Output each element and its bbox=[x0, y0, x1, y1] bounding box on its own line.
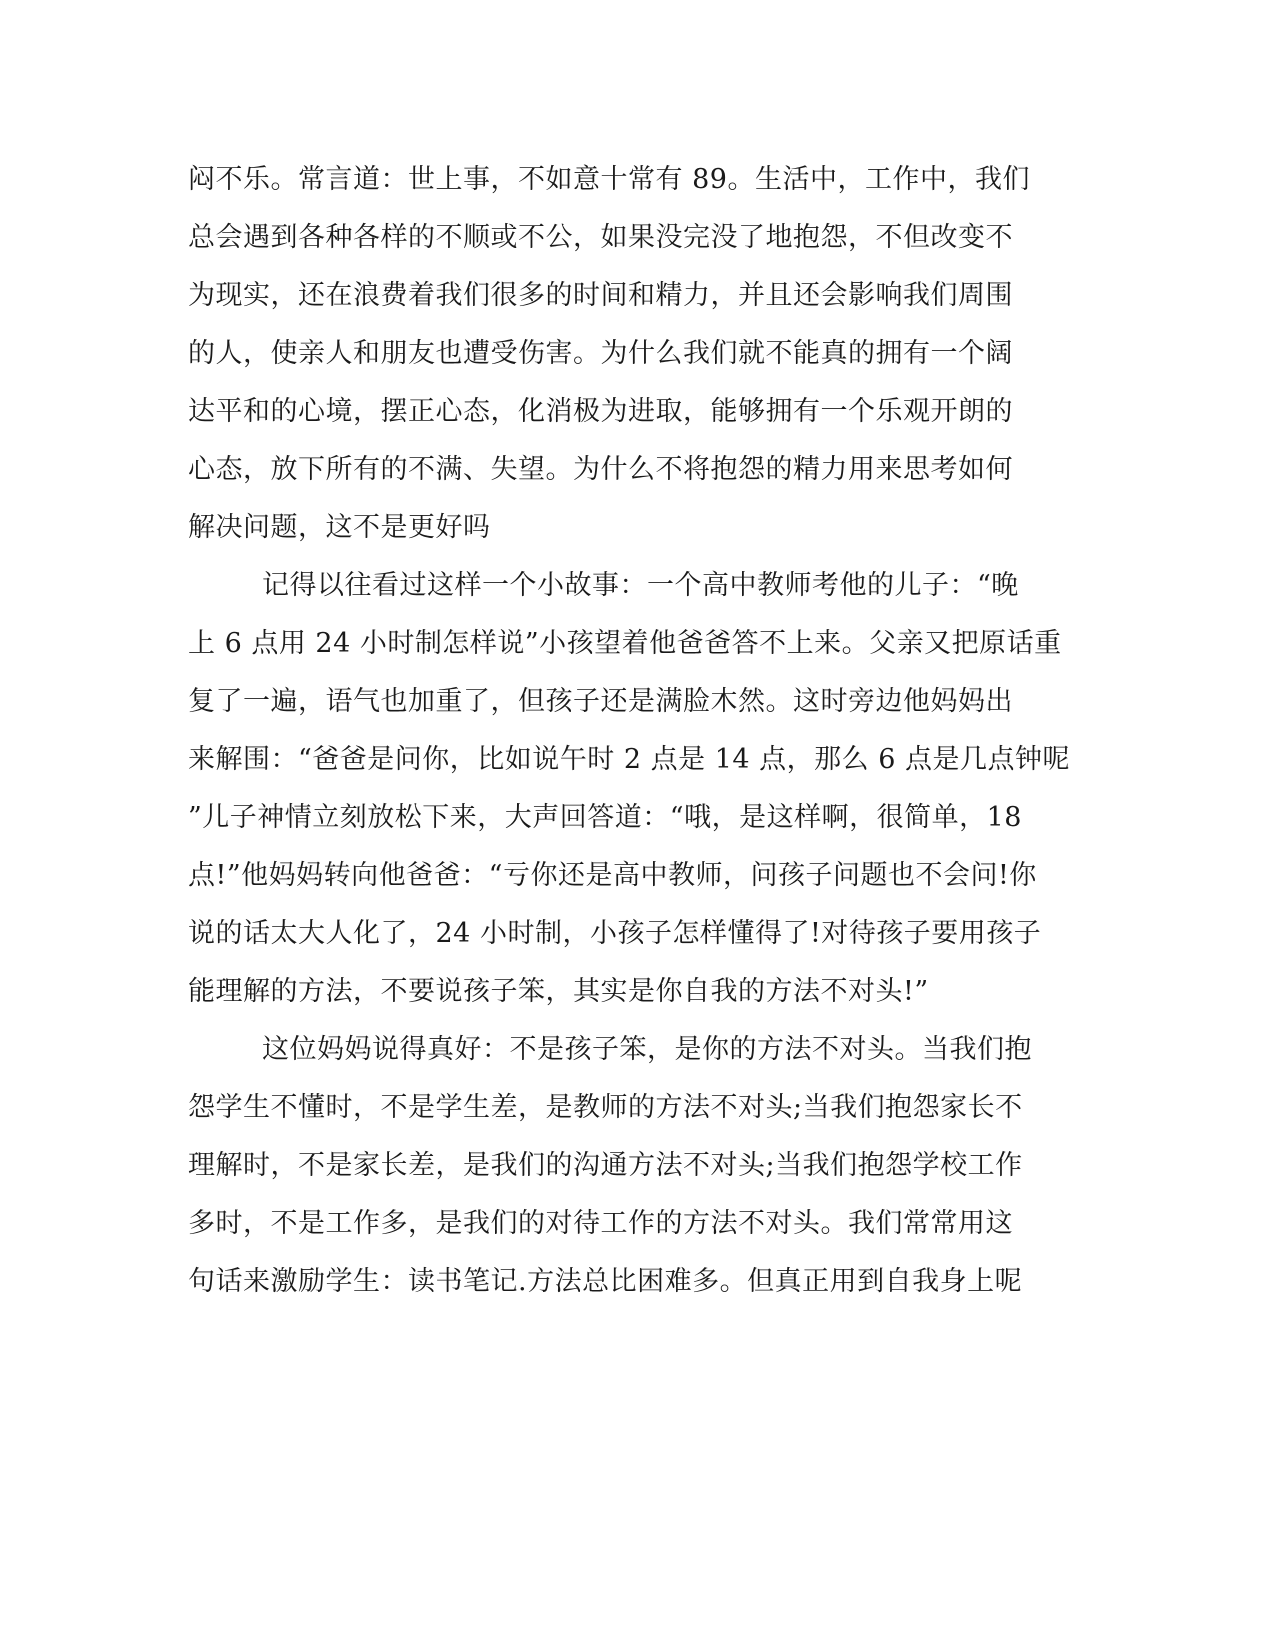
text-line: 怨学生不懂时，不是学生差，是教师的方法不对头;当我们抱怨家长不 bbox=[188, 1092, 1023, 1123]
text-line: 心态，放下所有的不满、失望。为什么不将抱怨的精力用来思考如何 bbox=[188, 454, 1013, 485]
text-line: ”儿子神情立刻放松下来，大声回答道：“哦，是这样啊，很简单，18 bbox=[188, 802, 1022, 833]
text-line: 的人，使亲人和朋友也遭受伤害。为什么我们就不能真的拥有一个阔 bbox=[188, 338, 1013, 369]
text-line: 为现实，还在浪费着我们很多的时间和精力，并且还会影响我们周围 bbox=[188, 280, 1013, 311]
text-line: 理解时，不是家长差，是我们的沟通方法不对头;当我们抱怨学校工作 bbox=[188, 1150, 1023, 1181]
paragraph-first-line: 这位妈妈说得真好：不是孩子笨，是你的方法不对头。当我们抱 bbox=[262, 1034, 1032, 1065]
paragraph-first-line: 记得以往看过这样一个小故事：一个高中教师考他的儿子：“晚 bbox=[262, 570, 1019, 601]
text-line: 说的话太大人化了，24 小时制，小孩子怎样懂得了!对待孩子要用孩子 bbox=[188, 918, 1042, 949]
text-line: 解决问题，这不是更好吗 bbox=[188, 512, 491, 543]
text-line: 多时，不是工作多，是我们的对待工作的方法不对头。我们常常用这 bbox=[188, 1208, 1013, 1239]
text-line: 达平和的心境，摆正心态，化消极为进取，能够拥有一个乐观开朗的 bbox=[188, 396, 1013, 427]
text-line: 点!”他妈妈转向他爸爸：“亏你还是高中教师，问孩子问题也不会问!你 bbox=[188, 860, 1037, 891]
text-line: 复了一遍，语气也加重了，但孩子还是满脸木然。这时旁边他妈妈出 bbox=[188, 686, 1013, 717]
text-line: 句话来激励学生：读书笔记.方法总比困难多。但真正用到自我身上呢 bbox=[188, 1266, 1023, 1297]
text-line: 能理解的方法，不要说孩子笨，其实是你自我的方法不对头!” bbox=[188, 976, 929, 1007]
text-line: 闷不乐。常言道：世上事，不如意十常有 89。生活中，工作中，我们 bbox=[188, 164, 1030, 195]
text-line: 上 6 点用 24 小时制怎样说”小孩望着他爸爸答不上来。父亲又把原话重 bbox=[188, 628, 1062, 659]
text-line: 总会遇到各种各样的不顺或不公，如果没完没了地抱怨，不但改变不 bbox=[188, 222, 1013, 253]
text-line: 来解围：“爸爸是问你，比如说午时 2 点是 14 点，那么 6 点是几点钟呢 bbox=[188, 744, 1071, 775]
